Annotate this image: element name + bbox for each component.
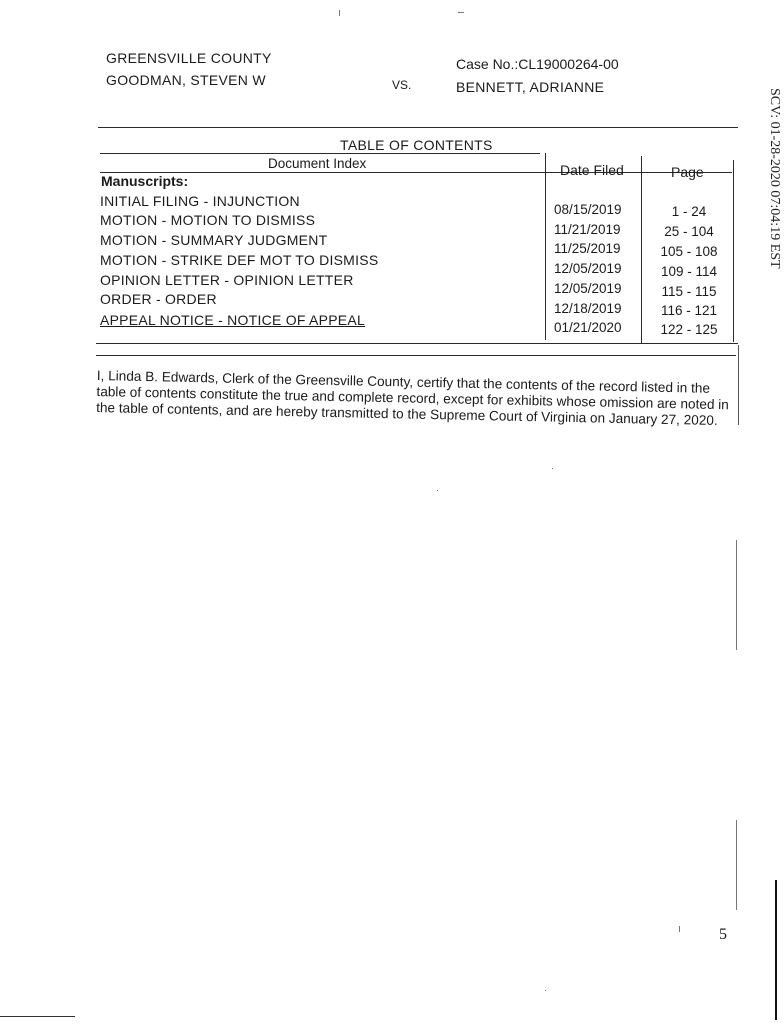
header-rule	[100, 172, 732, 173]
scan-speck	[679, 926, 680, 932]
scan-speck	[437, 490, 438, 491]
entry-date: 08/15/2019	[554, 202, 622, 217]
entry-date: 01/21/2020	[554, 320, 622, 335]
entry-pages: 25 - 104	[664, 224, 714, 239]
entry-document: MOTION - SUMMARY JUDGMENT	[100, 232, 328, 248]
bottom-rule-2	[96, 355, 736, 356]
entry-pages: 1 - 24	[671, 204, 707, 219]
case-number: Case No.:CL19000264-00	[456, 56, 619, 72]
scan-speck	[339, 10, 340, 16]
entry-pages: 105 - 108	[660, 244, 718, 259]
certification-text: I, Linda B. Edwards, Clerk of the Greensville County, certify that the contents of the record listed in the table of contents constitute the true and complete record, except for exhibits whose omission are noted in the table of contents, and are hereby transmitted to the Supreme Court of Virginia on January 27, 2020.	[96, 368, 729, 429]
entry-pages: 109 - 114	[660, 264, 718, 279]
entry-document: OPINION LETTER - OPINION LETTER	[100, 272, 354, 288]
court-name: GREENSVILLE COUNTY	[106, 50, 272, 66]
title-rule	[100, 153, 540, 154]
defendant-name: BENNETT, ADRIANNE	[456, 79, 605, 95]
entry-pages: 115 - 115	[661, 284, 717, 299]
entry-pages: 122 - 125	[660, 322, 718, 337]
filing-stamp: SCV: 01-28-2020 07:04:19 EST	[767, 88, 782, 269]
top-rule	[98, 127, 738, 128]
versus-label: VS.	[392, 78, 412, 92]
entry-document: MOTION - MOTION TO DISMISS	[100, 212, 316, 228]
entry-pages: 116 - 121	[660, 303, 718, 318]
entry-date: 12/05/2019	[554, 261, 622, 276]
column-header-document: Document Index	[268, 156, 367, 171]
scan-speck	[545, 990, 546, 991]
date-column-divider	[545, 153, 546, 340]
plaintiff-name: GOODMAN, STEVEN W	[106, 72, 266, 88]
entry-date: 11/21/2019	[554, 222, 621, 237]
column-header-page: Page	[671, 164, 704, 180]
right-margin-mark	[736, 540, 737, 650]
right-margin-mark	[738, 345, 739, 425]
entry-document: MOTION - STRIKE DEF MOT TO DISMISS	[100, 252, 379, 268]
page-column-divider	[641, 156, 642, 344]
toc-title: TABLE OF CONTENTS	[340, 137, 493, 153]
entry-date: 12/05/2019	[554, 281, 622, 296]
entry-document: INITIAL FILING - INJUNCTION	[100, 193, 300, 209]
entry-date: 12/18/2019	[554, 301, 622, 316]
section-heading: Manuscripts:	[101, 173, 189, 189]
scan-speck	[552, 468, 553, 469]
entry-document: ORDER - ORDER	[100, 291, 217, 307]
scan-edge	[775, 880, 777, 1020]
entry-date: 11/25/2019	[554, 241, 621, 256]
scan-edge-bottom	[0, 1016, 75, 1017]
column-header-date: Date Filed	[560, 162, 624, 178]
entry-document: APPEAL NOTICE - NOTICE OF APPEAL	[100, 312, 365, 328]
right-margin-mark	[736, 820, 737, 910]
scan-speck	[458, 12, 464, 13]
page-number: 5	[719, 926, 727, 943]
